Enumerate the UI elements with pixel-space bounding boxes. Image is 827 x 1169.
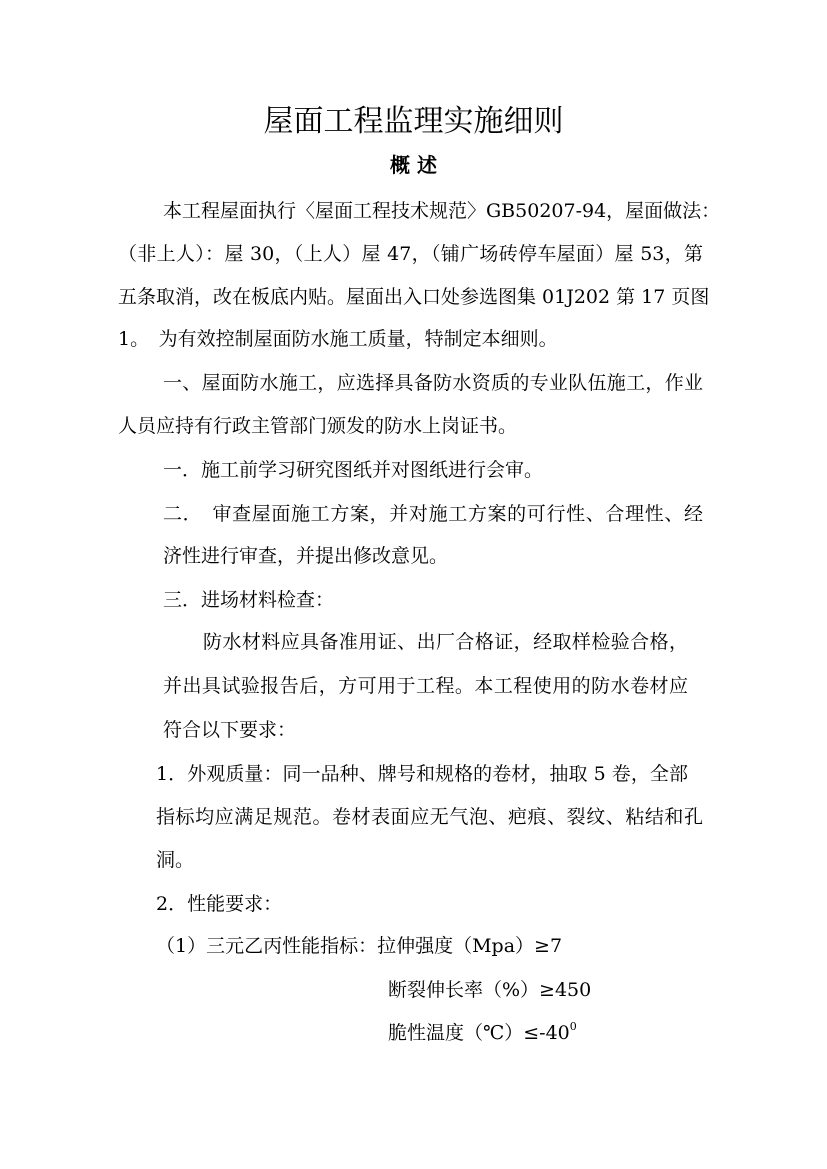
spec-line: 断裂伸长率（%）≥450 xyxy=(388,979,592,1001)
paragraph-line: （非上人）：屋 30，（上人）屋 47，（铺广场砖停车屋面）屋 53，第 xyxy=(118,243,703,265)
paragraph-line: 防水材料应具备准用证、出厂合格证，经取样检验合格， xyxy=(203,631,688,653)
paragraph-line: 符合以下要求： xyxy=(163,719,297,741)
superscript: 0 xyxy=(569,1020,577,1033)
paragraph-line: 洞。 xyxy=(156,849,195,871)
spec-line: （1）三元乙丙性能指标：拉伸强度（Mpa）≥7 xyxy=(156,935,563,957)
spec-text: 脆性温度（℃）≤-40 xyxy=(388,1022,570,1044)
paragraph-line: 本工程屋面执行〈屋面工程技术规范〉GB50207-94，屋面做法： xyxy=(163,200,721,222)
spec-line xyxy=(388,1019,577,1047)
paragraph-line: 人员应持有行政主管部门颁发的防水上岗证书。 xyxy=(118,415,518,437)
paragraph-line: 指标均应满足规范。卷材表面应无气泡、疤痕、裂纹、粘结和孔 xyxy=(156,806,703,828)
list-item-continuation: 济性进行审查，并提出修改意见。 xyxy=(163,545,449,567)
paragraph-line: 1。 为有效控制屋面防水施工质量，特制定本细则。 xyxy=(118,328,558,350)
paragraph-line: 并出具试验报告后，方可用于工程。本工程使用的防水卷材应 xyxy=(163,675,688,697)
list-item: 三．进场材料检查： xyxy=(163,589,335,611)
paragraph-line: 五条取消，改在板底内贴。屋面出入口处参选图集 01J202 第 17 页图 xyxy=(118,286,710,308)
document-title: 屋面工程监理实施细则 xyxy=(263,104,564,139)
list-item: 二． 审查屋面施工方案，并对施工方案的可行性、合理性、经 xyxy=(163,503,703,525)
list-item: 一．施工前学习研究图纸并对图纸进行会审。 xyxy=(163,459,544,481)
list-item: 1．外观质量：同一品种、牌号和规格的卷材，抽取 5 卷，全部 xyxy=(156,763,688,785)
section-heading-overview: 概 述 xyxy=(390,153,437,177)
paragraph-line: 一、屋面防水施工，应选择具备防水资质的专业队伍施工，作业 xyxy=(163,372,703,394)
list-item: 2．性能要求： xyxy=(156,893,283,915)
